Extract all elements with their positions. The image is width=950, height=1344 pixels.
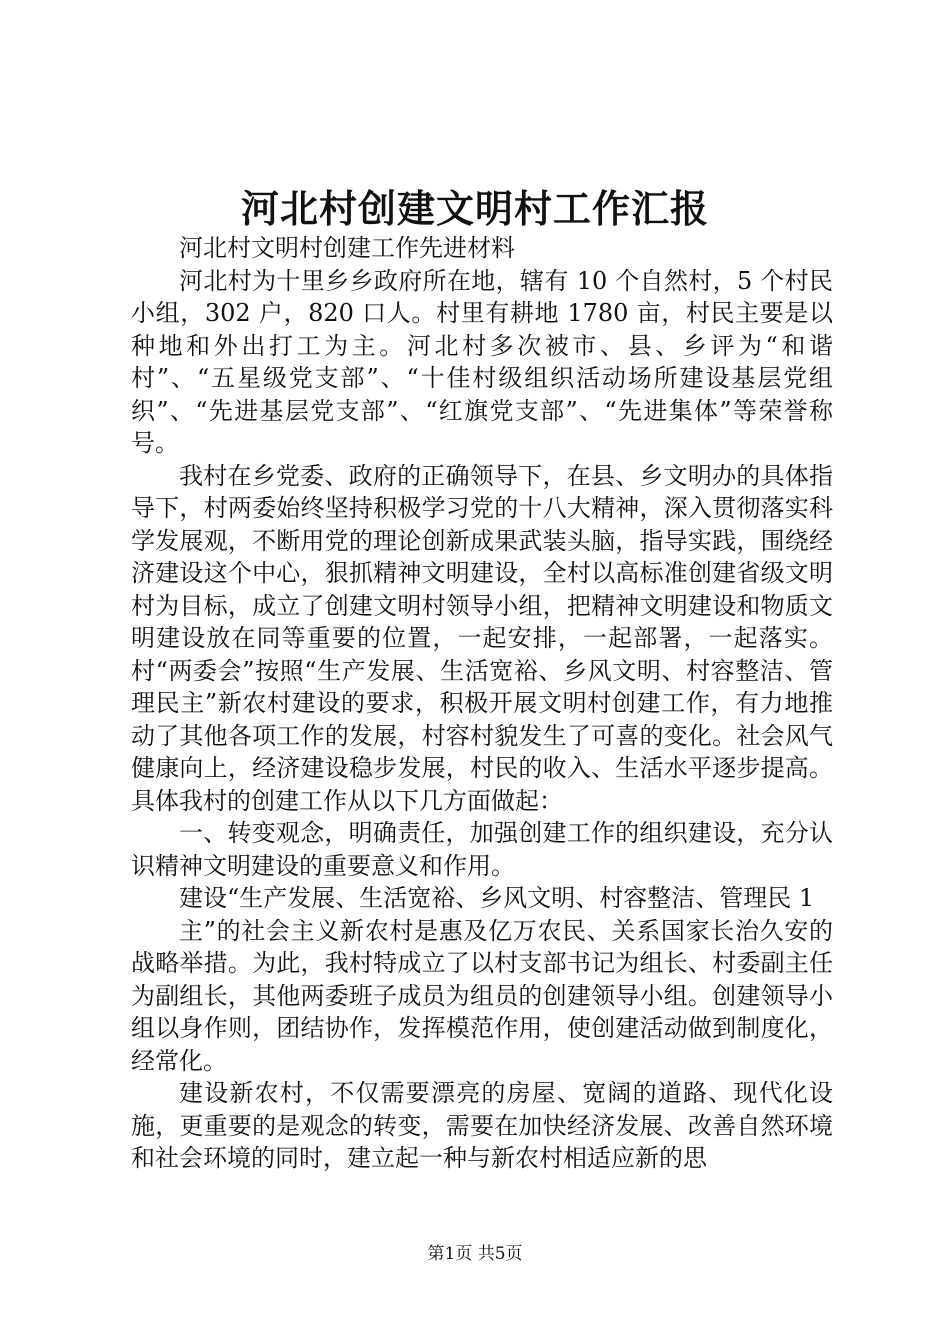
paragraph: 建设“生产发展、生活宽裕、乡风文明、村容整洁、管理民 1	[179, 884, 815, 912]
paragraph: 河北村为十里乡乡政府所在地，辖有 10 个自然村，5 个村民小组，302 户，820 口人。村里有耕地 1780 亩，村民主要是以种地和外出打工为主。河北村多次被市、县、乡评为“和谐村”、“五星级党支部”、“十佳村级组织活动场所建设基层党组织”、“先进基层党支部”、“红旗党支部”、“先进集体”等荣誉称号。	[131, 266, 833, 457]
paragraph: 主”的社会主义新农村是惠及亿万农民、关系国家长治久安的战略举措。为此，我村特成立了以村支部书记为组长、村委副主任为副组长，其他两委班子成员为组员的创建领导小组。创建领导小组以身作则，团结协作，发挥模范作用，使创建活动做到制度化，经常化。	[131, 916, 833, 1075]
document-body	[131, 232, 833, 1175]
paragraph: 一、转变观念，明确责任，加强创建工作的组织建设，充分认识精神文明建设的重要意义和作用。	[131, 819, 833, 880]
page-number-footer: 第1页 共5页	[427, 1244, 523, 1264]
document-title: 河北村创建文明村工作汇报	[240, 186, 709, 231]
paragraph-subtitle: 河北村文明村创建工作先进材料	[179, 234, 515, 262]
paragraph: 建设新农村，不仅需要漂亮的房屋、宽阔的道路、现代化设施，更重要的是观念的转变，需要在加快经济发展、改善自然环境和社会环境的同时，建立起一种与新农村相适应新的思	[131, 1079, 833, 1172]
paragraph: 我村在乡党委、政府的正确领导下，在县、乡文明办的具体指导下，村两委始终坚持积极学习党的十八大精神，深入贯彻落实科学发展观，不断用党的理论创新成果武装头脑，指导实践，围绕经济建设这个中心，狠抓精神文明建设，全村以高标准创建省级文明村为目标，成立了创建文明村领导小组，把精神文明建设和物质文明建设放在同等重要的位置，一起安排，一起部署，一起落实。村“两委会”按照“生产发展、生活宽裕、乡风文明、村容整洁、管理民主”新农村建设的要求，积极开展文明村创建工作，有力地推动了其他各项工作的发展，村容村貌发生了可喜的变化。社会风气健康向上，经济建设稳步发展，村民的收入、生活水平逐步提高。具体我村的创建工作从以下几方面做起：	[131, 461, 833, 815]
